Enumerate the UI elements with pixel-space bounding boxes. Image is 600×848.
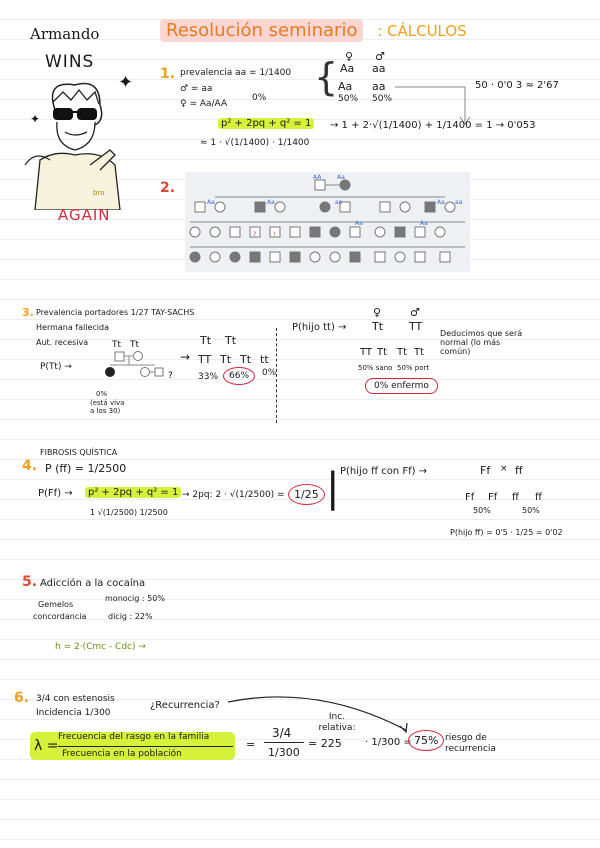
q6-val: = 225 [308,737,342,750]
q3-male-icon: ♂ [410,306,420,319]
q3-enfermo: 0% enfermo [365,378,438,394]
q6-eq-bot: 1/300 [268,746,300,759]
q1-p2: 50% [372,94,393,104]
again-label: AGAIN [58,206,111,224]
q3-res3: Tt [240,353,252,366]
q3-r3: Tt [397,347,408,358]
svg-text:AA: AA [313,174,322,181]
q3-pct1: 33% [198,372,219,382]
q6-frac-line [58,746,233,747]
q3-deduce: Deducimos que será normal (lo más común) [440,329,523,356]
q4-ff1: Ff [480,464,491,477]
q4-times: × [500,464,508,474]
q3-f-gen: Tt [372,320,384,333]
q2-pedigree-chart [185,172,470,272]
wins-label: WINS [45,52,95,72]
q3-cross-a: Tt [200,334,212,347]
q3-res1: TT [198,353,212,366]
q6-eq-top: 3/4 [272,726,292,740]
q1-line1: prevalencia aa = 1/1400 [180,68,292,78]
q6-riesgo: riesgo de recurrencia [445,733,496,754]
svg-text:bro: bro [93,189,105,197]
q1-hw-highlight: p² + 2pq + q² = 1 [218,118,314,129]
sparkle-icon-small: ✦ [30,112,41,126]
q1-line3: ♀ = Aa/AA [180,99,228,109]
q4-hw-highlight: p² + 2pq + q² = 1 [85,487,181,498]
q4-phijo: P(hijo ff con Ff) → [340,466,428,477]
q1-g3: Aa [338,80,353,93]
q5-l2: concordancia [33,612,87,621]
q3-res2: Tt [220,353,232,366]
q1-line2: ♂ = aa [180,84,213,94]
svg-text:Aa: Aa [337,174,345,181]
q6-pct: 75% [408,730,444,751]
q3-arrow-icon: → [180,350,191,364]
q3-res4: tt [260,353,269,366]
cartoon-avatar-icon [15,70,135,210]
q1-approx: ≈ 1 · √(1/1400) · 1/1400 [200,138,310,148]
q3-m-gen: TT [409,320,423,333]
q6-l1: 3/4 con estenosis [36,694,115,704]
q4-o2: Ff [488,492,498,503]
q6-l2: Incidencia 1/300 [36,708,111,718]
q4-res: 1/25 [288,484,325,505]
q3-pct3: 0% [262,368,277,378]
q6-frac-bot: Frecuencia en la población [62,749,182,759]
q5-l1: Gemelos [38,600,74,609]
page-title [160,20,467,41]
q4-under: 1 √(1/2500) 1/2500 [90,508,168,517]
q1-male: ♂ [375,50,385,63]
q1-number: 1. [160,66,176,82]
q4-hw [85,487,181,498]
title-highlight: Resolución seminario [160,19,363,42]
q4-calc: → 2pq: 2 · √(1/2500) = [182,490,285,500]
q3-divider [276,328,277,423]
q5-number: 5. [22,574,38,590]
q3-note: (está viva a los 30) [90,399,125,415]
svg-text:Aa: Aa [420,220,428,227]
q4-p50b: 50% [522,506,540,515]
q6-frac-top: Frecuencia del rasgo en la familia [58,732,210,742]
svg-text:Aa: Aa [437,199,445,206]
q4-title: FIBROSIS QUÍSTICA [40,448,118,457]
q6-number: 6. [14,690,30,706]
q4-p50a: 50% [473,506,491,515]
q3-number: 3. [22,306,34,319]
q3-r2: Tt [377,347,388,358]
q3-tt2: Tt [130,340,140,350]
q3-cross-b: Tt [225,334,237,347]
sparkle-icon: ✦ [118,72,134,93]
q1-female: ♀ [345,50,354,63]
svg-text:!: ! [273,231,276,238]
q5-dici: dicig : 22% [108,612,153,621]
q4-pf: P(Ff) → [38,488,73,499]
svg-text:?: ? [253,231,257,238]
q4-o1: Ff [465,492,475,503]
q4-p: P (ff) = 1/2500 [45,462,127,475]
svg-text:?: ? [168,371,173,381]
q1-result: 50 · 0'0 3 ≈ 2'67 [475,80,559,91]
svg-text:Aa: Aa [207,199,215,206]
q6-lambda: λ = [34,738,59,754]
q1-p1: 50% [338,94,359,104]
q1-g4: aa [372,80,386,93]
author-name: Armando [30,25,100,43]
title-subtitle: : CÁLCULOS [377,22,467,40]
q3-female-icon: ♀ [373,306,382,319]
q3-porta: 50% port [397,364,430,372]
q6-eq-line [264,742,304,743]
q1-hw [218,118,314,129]
q1-brace: { [314,55,339,99]
q4-o3: ff [512,492,519,503]
q5-mono: monocig : 50% [105,594,165,603]
q1-g1: Aa [340,62,355,75]
q1-percent: 0% [252,93,267,103]
q3-tt1: Tt [112,340,122,350]
q3-r1: TT [360,347,373,358]
q4-ff2: ff [515,464,523,477]
q3-sano: 50% sano [358,364,393,372]
q3-line3: Aut. recesiva [36,338,89,347]
q3-ptt: P(Tt) → [40,362,72,372]
q2-number: 2. [160,180,176,196]
q3-r4: Tt [414,347,425,358]
svg-text:Aa: Aa [267,199,275,206]
q4-divider: | [326,465,340,511]
q6-inc: Inc. relativa: [318,712,356,733]
svg-text:aa: aa [335,199,343,206]
svg-text:aa: aa [455,199,463,206]
q1-g2: aa [372,62,386,75]
q4-final: P(hijo ff) = 0'5 · 1/25 = 0'02 [450,528,563,537]
q6-recurrencia: ¿Recurrencia? [150,700,220,711]
q5-h: h = 2·(Cmc - Cdc) → [55,642,146,652]
q5-title: Adicción a la cocaína [40,578,146,589]
q3-pct2: 66% [223,367,255,385]
q3-phijo: P(hijo tt) → [292,322,347,333]
q3-line2: Hermana fallecida [36,323,109,332]
q6-equals: = [246,738,256,751]
svg-text:Aa: Aa [355,220,363,227]
q6-times: · 1/300 = [365,737,412,748]
q4-o4: ff [535,492,542,503]
q3-mini-pedigree [100,350,180,400]
q4-number: 4. [22,458,38,474]
q3-line1: Prevalencia portadores 1/27 TAY-SACHS [36,308,195,317]
q3-zero: 0% [96,390,108,398]
q1-calc: → 1 + 2·√(1/1400) + 1/1400 = 1 → 0'053 [330,120,536,131]
